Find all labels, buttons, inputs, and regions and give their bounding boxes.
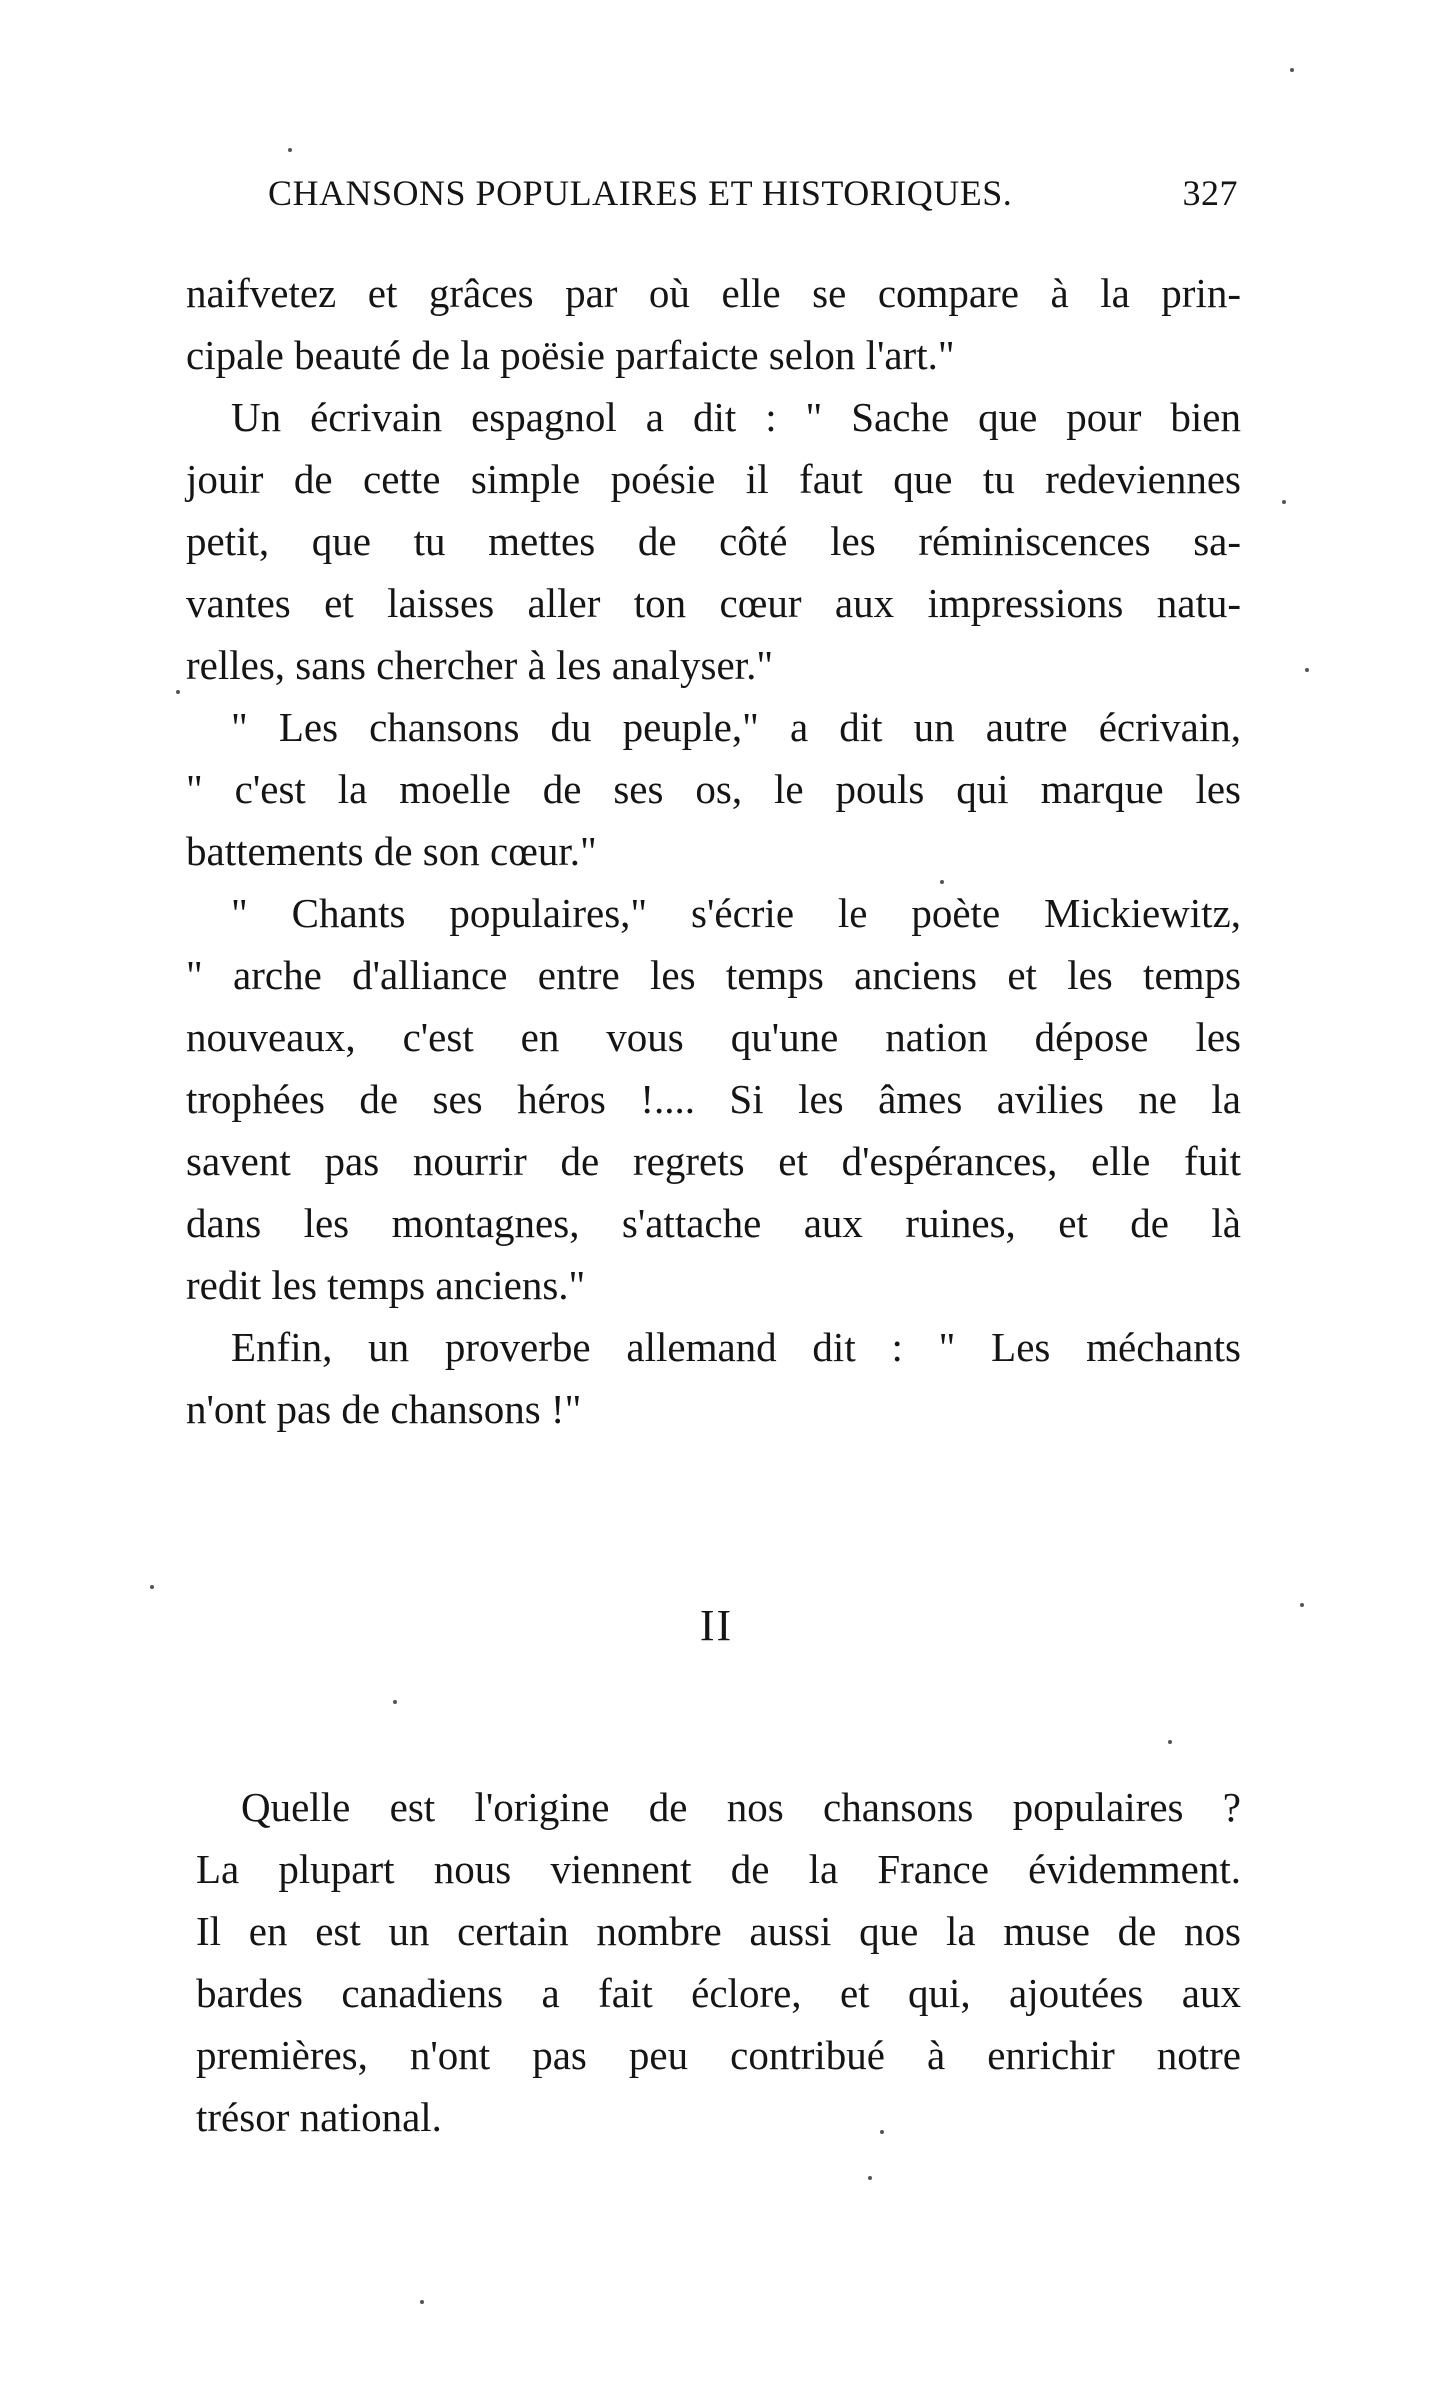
text-line: premières, n'ont pas peu contribué à enrichir notre (196, 2032, 1241, 2078)
text-line: " Les chansons du peuple," a dit un autre écrivain, (231, 704, 1241, 750)
text-line: trésor national. (196, 2094, 442, 2140)
text-line: naifvetez et grâces par où elle se compare à la prin- (186, 270, 1241, 316)
section-text (196, 1776, 1241, 2148)
text-line: " arche d'alliance entre les temps anciens et les temps (186, 952, 1241, 998)
text-line: La plupart nous viennent de la France évidemment. (196, 1846, 1241, 1892)
page-number: 327 (1182, 173, 1238, 213)
scan-speck (868, 2176, 872, 2180)
scan-speck (940, 880, 944, 884)
text-line: Enfin, un proverbe allemand dit : " Les méchants (231, 1324, 1241, 1370)
scan-speck (1168, 1740, 1172, 1744)
text-line: n'ont pas de chansons !" (186, 1386, 582, 1432)
running-title: CHANSONS POPULAIRES ET HISTORIQUES. (268, 173, 1013, 213)
section-number: II (699, 1601, 734, 1650)
text-line: bardes canadiens a fait éclore, et qui, ajoutées aux (196, 1970, 1241, 2016)
body-text (186, 262, 1241, 1440)
text-line: " Chants populaires," s'écrie le poète Mickiewitz, (231, 890, 1241, 936)
text-line: petit, que tu mettes de côté les réminiscences sa- (186, 518, 1241, 564)
text-line: redit les temps anciens." (186, 1262, 586, 1308)
running-head (268, 172, 1238, 222)
scan-speck (420, 2300, 424, 2304)
text-line: dans les montagnes, s'attache aux ruines, et de là (186, 1200, 1241, 1246)
scan-speck (150, 1585, 154, 1589)
text-line: savent pas nourrir de regrets et d'espérances, elle fuit (186, 1138, 1241, 1184)
scan-speck (1282, 500, 1286, 504)
scan-speck (880, 2130, 884, 2134)
text-line: jouir de cette simple poésie il faut que tu redeviennes (186, 456, 1241, 502)
scan-speck (1305, 668, 1309, 672)
text-line: " c'est la moelle de ses os, le pouls qui marque les (186, 766, 1241, 812)
scan-speck (288, 148, 292, 152)
text-line: battements de son cœur." (186, 828, 597, 874)
text-line: nouveaux, c'est en vous qu'une nation dépose les (186, 1014, 1241, 1060)
scan-speck (1300, 1603, 1304, 1607)
text-line: cipale beauté de la poësie parfaicte selon l'art." (186, 332, 955, 378)
text-line: relles, sans chercher à les analyser." (186, 642, 774, 688)
scan-speck (176, 690, 180, 694)
scan-speck (393, 1700, 397, 1704)
text-line: Quelle est l'origine de nos chansons populaires ? (241, 1784, 1241, 1830)
scan-speck (1290, 68, 1294, 72)
text-line: trophées de ses héros !.... Si les âmes avilies ne la (186, 1076, 1241, 1122)
text-line: vantes et laisses aller ton cœur aux impressions natu- (186, 580, 1241, 626)
text-line: Un écrivain espagnol a dit : " Sache que pour bien (231, 394, 1241, 440)
text-line: Il en est un certain nombre aussi que la muse de nos (196, 1908, 1241, 1954)
